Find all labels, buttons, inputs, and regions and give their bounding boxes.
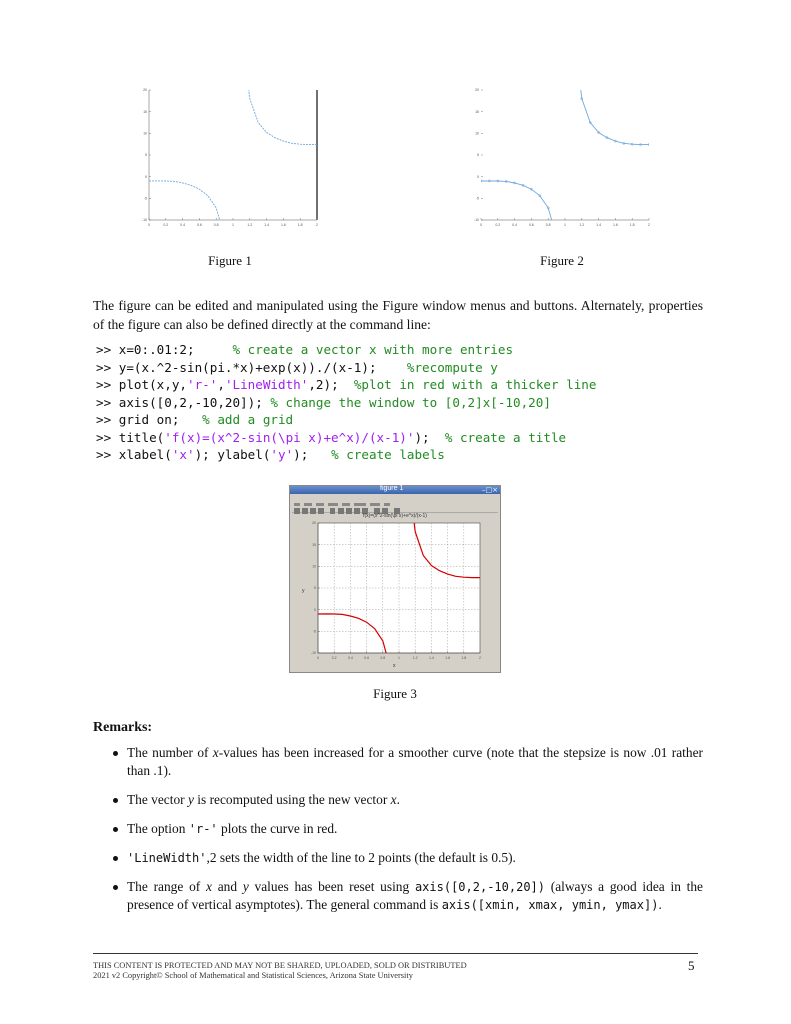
figure-window-titlebar[interactable] — [290, 486, 500, 494]
x-tick-label: 0.8 — [545, 223, 551, 227]
bullet-icon — [113, 827, 118, 832]
x-tick-label: 2 — [479, 656, 481, 660]
figure-3-ylabel: y — [302, 588, 305, 594]
y-tick-label: 5 — [314, 586, 316, 591]
figure-3-caption: Figure 3 — [373, 686, 417, 701]
x-tick-label: 1.2 — [412, 656, 418, 660]
code-text: >> axis([0,2,-10,20]); — [96, 394, 271, 410]
figure-3-xlabel: x — [393, 663, 396, 669]
intro-paragraph: The figure can be edited and manipulated using the Figure window menus and buttons. Alternately, properties of the figure can also be defined directly at the command line: — [93, 298, 703, 332]
x-tick-label: 1.2 — [247, 223, 253, 227]
x-tick-label: 1.6 — [280, 223, 286, 227]
code-string: 'r-' — [187, 377, 218, 392]
y-tick-label: 10 — [312, 564, 316, 569]
remark-2: The vector y is recomputed using the new vector x. — [93, 791, 703, 809]
figure-toolbar[interactable] — [292, 503, 498, 513]
x-tick-label: 0.8 — [213, 223, 219, 227]
code-comment: %recompute y — [406, 359, 498, 375]
y-tick-label: 10 — [475, 131, 479, 136]
code-text: >> xlabel( — [96, 447, 172, 462]
x-tick-label: 0 — [317, 656, 319, 660]
y-tick-label: -5 — [312, 629, 316, 634]
code-string: 'LineWidth' — [224, 377, 309, 392]
y-tick-label: 20 — [143, 88, 147, 93]
bullet-icon — [113, 751, 118, 756]
x-tick-label: 0.6 — [528, 223, 534, 227]
code-text: >> x=0:.01:2; — [96, 342, 233, 357]
figure-menubar[interactable] — [292, 495, 498, 502]
code-string: 'x' — [171, 447, 195, 462]
window-controls-icon[interactable]: –□× — [482, 486, 498, 494]
code-comment: % create a vector x with more entries — [232, 342, 514, 357]
x-tick-label: 1.4 — [596, 223, 602, 227]
footer-divider — [93, 953, 698, 954]
x-tick-label: 1.4 — [428, 656, 434, 660]
plot-area — [149, 90, 317, 220]
code-text: ); — [293, 447, 332, 462]
y-tick-label: 15 — [475, 109, 479, 114]
x-tick-label: 0.2 — [331, 656, 337, 660]
x-tick-label: 0.6 — [196, 223, 202, 227]
x-tick-label: 0.4 — [347, 656, 353, 660]
figure-2-caption: Figure 2 — [540, 253, 584, 268]
figure-2-plot — [473, 86, 655, 228]
bullet-icon — [113, 798, 118, 803]
code-line — [96, 411, 596, 429]
remark-3: The option 'r-' plots the curve in red. — [93, 820, 703, 838]
x-tick-label: 0.6 — [364, 656, 370, 660]
x-tick-label: 1.4 — [264, 223, 270, 227]
y-tick-label: -5 — [475, 196, 479, 201]
code-string: 'f(x)=(x^2-sin(\pi x)+e^x)/(x-1)' — [164, 429, 415, 445]
code-line — [96, 394, 596, 412]
remarks-heading: Remarks: — [93, 720, 153, 735]
x-tick-label: 0 — [148, 223, 150, 227]
x-tick-label: 2 — [316, 223, 318, 227]
code-text: ,2); — [308, 377, 354, 392]
code-string: 'y' — [270, 447, 294, 462]
x-tick-label: 0.2 — [495, 223, 501, 227]
figure-3-plot — [310, 521, 482, 661]
y-tick-label: -10 — [141, 218, 147, 223]
y-tick-label: 0 — [477, 174, 479, 179]
x-tick-label: 0 — [480, 223, 482, 227]
code-comment: %plot in red with a thicker line — [353, 377, 597, 392]
y-tick-label: 20 — [475, 88, 479, 93]
x-tick-label: 0.2 — [163, 223, 169, 227]
figure-window — [289, 485, 501, 673]
y-tick-label: 20 — [312, 521, 316, 526]
y-tick-label: -10 — [310, 651, 316, 656]
page-number: 5 — [688, 958, 695, 973]
code-comment: % add a grid — [202, 412, 294, 427]
code-line — [96, 429, 596, 447]
x-tick-label: 1.8 — [629, 223, 635, 227]
x-tick-label: 1 — [398, 656, 400, 660]
x-tick-label: 1.6 — [612, 223, 618, 227]
figure-1-plot — [141, 86, 323, 228]
code-line — [96, 341, 596, 359]
remark-5: The range of x and y values has been reset using axis([0,2,-10,20]) (always a good idea in the presence of vertical asymptotes). The general command is axis([xmin, xmax, ymin, ymax]). — [93, 878, 703, 914]
figure-window-title: figure 1 — [380, 485, 404, 492]
x-tick-label: 0.8 — [380, 656, 386, 660]
bullet-icon — [113, 856, 118, 861]
code-text: ); ylabel( — [194, 447, 271, 462]
x-tick-label: 0.4 — [512, 223, 518, 227]
y-tick-label: 5 — [477, 153, 479, 158]
code-line — [96, 359, 596, 377]
code-text: >> grid on; — [96, 412, 203, 427]
y-tick-label: 15 — [312, 542, 316, 547]
code-text: >> plot(x,y, — [96, 377, 187, 392]
code-text: ); — [414, 429, 445, 445]
figure-1-caption: Figure 1 — [208, 253, 252, 268]
plot-area — [481, 90, 649, 220]
remarks-list — [93, 744, 703, 925]
code-line — [96, 446, 596, 464]
y-tick-label: 5 — [145, 153, 147, 158]
y-tick-label: -10 — [473, 218, 479, 223]
x-tick-label: 1 — [232, 223, 234, 227]
x-tick-label: 1.8 — [461, 656, 467, 660]
y-tick-label: 0 — [314, 607, 316, 612]
footer-notice: THIS CONTENT IS PROTECTED AND MAY NOT BE SHARED, UPLOADED, SOLD OR DISTRIBUTED 2021 v2 Copyright© School of Mathematical and Statistical Sciences, Arizona State University — [93, 961, 467, 980]
code-text: , — [217, 377, 225, 392]
x-tick-label: 0.4 — [180, 223, 186, 227]
y-tick-label: 0 — [145, 174, 147, 179]
x-tick-label: 1.8 — [297, 223, 303, 227]
x-tick-label: 1 — [564, 223, 566, 227]
y-tick-label: 10 — [143, 131, 147, 136]
y-tick-label: 15 — [143, 109, 147, 114]
code-comment: % create a title — [444, 429, 567, 445]
remark-4: 'LineWidth',2 sets the width of the line to 2 points (the default is 0.5). — [93, 849, 703, 867]
bullet-icon — [113, 885, 118, 890]
code-block — [96, 341, 596, 464]
code-comment: % create labels — [331, 447, 445, 462]
code-line — [96, 376, 596, 394]
y-tick-label: -5 — [143, 196, 147, 201]
remark-1: The number of x-values has been increased for a smoother curve (note that the stepsize is now .01 rather than .1). — [93, 744, 703, 780]
x-tick-label: 2 — [648, 223, 650, 227]
code-comment: % change the window to [0,2]x[-10,20] — [270, 394, 551, 410]
x-tick-label: 1.6 — [445, 656, 451, 660]
x-tick-label: 1.2 — [579, 223, 585, 227]
code-text: >> y=(x.^2-sin(pi.*x)+exp(x))./(x-1); — [96, 359, 407, 375]
figure-3-plot-title: f(x)=(x^2-sin(\pi x)+e^x)/(x-1) — [363, 513, 427, 519]
code-text: >> title( — [96, 429, 165, 445]
